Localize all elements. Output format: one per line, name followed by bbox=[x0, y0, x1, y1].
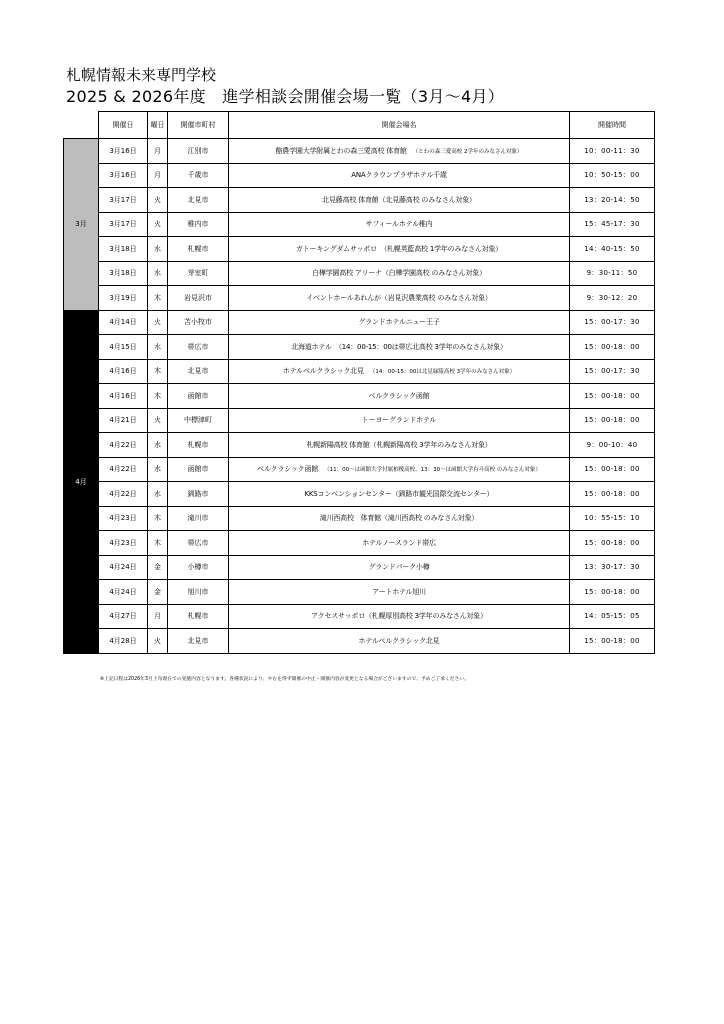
venue-name: 酪農学園大学附属とわの森三愛高校 体育館 bbox=[275, 146, 407, 155]
date-cell: 3月16日 bbox=[99, 139, 148, 164]
venue-name: KKSコンベンションセンター（釧路市観光国際交流センター） bbox=[304, 489, 494, 498]
table-row bbox=[64, 163, 655, 188]
venue-name: アクセスサッポロ（札幌厚別高校 3学年のみなさん対象） bbox=[311, 612, 487, 621]
venue-name: トーヨーグランドホテル bbox=[361, 416, 437, 425]
venue-name: ANAクラウンプラザホテル千歳 bbox=[351, 171, 447, 180]
date-cell: 4月28日 bbox=[99, 629, 148, 654]
weekday-cell: 火 bbox=[148, 408, 168, 433]
city-cell: 函館市 bbox=[168, 384, 229, 409]
time-cell: 14：40-15：50 bbox=[570, 237, 655, 262]
time-cell: 15：00-18：00 bbox=[570, 335, 655, 360]
date-cell: 3月18日 bbox=[99, 261, 148, 286]
weekday-cell: 木 bbox=[148, 384, 168, 409]
venue-name: ガトーキングダムサッポロ （札幌英藍高校 1学年のみなさん対象） bbox=[295, 244, 503, 253]
time-column-header: 開催時間 bbox=[570, 112, 655, 139]
venue-cell bbox=[229, 482, 570, 507]
weekday-cell: 水 bbox=[148, 261, 168, 286]
weekday-cell: 月 bbox=[148, 163, 168, 188]
venue-name: 札幌新陽高校 体育館（札幌新陽高校 3学年のみなさん対象） bbox=[306, 440, 492, 449]
venue-cell bbox=[229, 261, 570, 286]
table-row bbox=[64, 237, 655, 262]
date-cell: 4月16日 bbox=[99, 359, 148, 384]
city-cell: 千歳市 bbox=[168, 163, 229, 188]
venue-cell bbox=[229, 286, 570, 311]
weekday-cell: 水 bbox=[148, 482, 168, 507]
city-cell: 旭川市 bbox=[168, 580, 229, 605]
time-cell: 15：00-18：00 bbox=[570, 580, 655, 605]
city-cell: 帯広市 bbox=[168, 531, 229, 556]
table-row bbox=[64, 188, 655, 213]
date-cell: 3月17日 bbox=[99, 188, 148, 213]
schedule-body bbox=[64, 139, 655, 654]
date-cell: 3月17日 bbox=[99, 212, 148, 237]
venue-name: 滝川西高校 体育館（滝川西高校 のみなさん対象） bbox=[319, 514, 479, 523]
time-cell: 10：50-15：00 bbox=[570, 163, 655, 188]
venue-name: 白樺学園高校 アリーナ（白樺学園高校 のみなさん対象） bbox=[312, 269, 486, 278]
city-cell: 芽室町 bbox=[168, 261, 229, 286]
date-cell: 4月21日 bbox=[99, 408, 148, 433]
weekday-cell: 月 bbox=[148, 139, 168, 164]
venue-name: サフィールホテル稚内 bbox=[365, 220, 433, 229]
table-row bbox=[64, 359, 655, 384]
date-cell: 4月24日 bbox=[99, 580, 148, 605]
venue-name: ホテルノースランド帯広 bbox=[362, 538, 436, 547]
venue-cell bbox=[229, 310, 570, 335]
weekday-cell: 木 bbox=[148, 531, 168, 556]
venue-note: （11：00〜は函館大学付属柏稜高校、13：30〜は函館大学有斗高校 のみなさん対象） bbox=[324, 467, 541, 474]
footnote: ※上記日程は2026年3月上旬現在での実施内容となります。各種状況により、やむを得ず開催の中止・開催内容が変更となる場合がございますので、予めご了承ください。 bbox=[100, 677, 469, 682]
table-row bbox=[64, 433, 655, 458]
venue-name: ベルクラシック函館 bbox=[368, 391, 430, 400]
venue-cell bbox=[229, 359, 570, 384]
date-cell: 4月24日 bbox=[99, 555, 148, 580]
table-header-row bbox=[64, 112, 655, 139]
city-cell: 北見市 bbox=[168, 188, 229, 213]
weekday-cell: 火 bbox=[148, 629, 168, 654]
city-cell: 北見市 bbox=[168, 359, 229, 384]
weekday-cell: 火 bbox=[148, 212, 168, 237]
venue-name: 北見藤高校 体育館（北見藤高校 のみなさん対象） bbox=[322, 195, 476, 204]
city-cell: 岩見沢市 bbox=[168, 286, 229, 311]
venue-column-header: 開催会場名 bbox=[229, 112, 570, 139]
venue-name: イベントホールあれんが（岩見沢農業高校 のみなさん対象） bbox=[306, 293, 492, 302]
venue-cell bbox=[229, 237, 570, 262]
weekday-cell: 木 bbox=[148, 286, 168, 311]
venue-cell bbox=[229, 408, 570, 433]
weekday-cell: 火 bbox=[148, 188, 168, 213]
date-cell: 4月14日 bbox=[99, 310, 148, 335]
table-row bbox=[64, 261, 655, 286]
table-row bbox=[64, 555, 655, 580]
date-cell: 4月22日 bbox=[99, 482, 148, 507]
venue-cell bbox=[229, 457, 570, 482]
weekday-column-header: 曜日 bbox=[148, 112, 168, 139]
time-cell: 9：30-12：20 bbox=[570, 286, 655, 311]
table-row bbox=[64, 629, 655, 654]
venue-name: 北海道ホテル （14：00-15：00は帯広北高校 3学年のみなさん対象） bbox=[291, 342, 507, 351]
venue-cell bbox=[229, 506, 570, 531]
venue-name: アートホテル旭川 bbox=[372, 587, 426, 596]
table-row bbox=[64, 408, 655, 433]
time-cell: 9：00-10：40 bbox=[570, 433, 655, 458]
month-label: 4月 bbox=[64, 310, 99, 653]
weekday-cell: 金 bbox=[148, 555, 168, 580]
time-cell: 13：30-17：30 bbox=[570, 555, 655, 580]
date-cell: 4月23日 bbox=[99, 531, 148, 556]
date-cell: 3月19日 bbox=[99, 286, 148, 311]
time-cell: 15：00-18：00 bbox=[570, 482, 655, 507]
time-cell: 15：00-18：00 bbox=[570, 629, 655, 654]
venue-note: （とわの森三愛高校 2学年のみなさん対象） bbox=[412, 148, 523, 155]
table-row bbox=[64, 604, 655, 629]
month-header-cell bbox=[64, 112, 99, 139]
weekday-cell: 水 bbox=[148, 457, 168, 482]
school-name: 札幌情報未来専門学校 bbox=[66, 66, 217, 84]
venue-cell bbox=[229, 384, 570, 409]
time-cell: 10：55-15：10 bbox=[570, 506, 655, 531]
city-cell: 帯広市 bbox=[168, 335, 229, 360]
date-cell: 3月16日 bbox=[99, 163, 148, 188]
venue-note: （14：00-15：00は北見緑陵高校 3学年のみなさん対象） bbox=[369, 369, 516, 376]
city-cell: 滝川市 bbox=[168, 506, 229, 531]
time-cell: 15：45-17：30 bbox=[570, 212, 655, 237]
table-row bbox=[64, 310, 655, 335]
venue-name: ホテルベルクラシック北見 bbox=[358, 636, 440, 645]
venue-cell bbox=[229, 163, 570, 188]
table-row bbox=[64, 286, 655, 311]
city-cell: 札幌市 bbox=[168, 433, 229, 458]
table-row bbox=[64, 335, 655, 360]
date-cell: 4月22日 bbox=[99, 457, 148, 482]
weekday-cell: 水 bbox=[148, 237, 168, 262]
table-row bbox=[64, 482, 655, 507]
weekday-cell: 月 bbox=[148, 604, 168, 629]
city-cell: 苫小牧市 bbox=[168, 310, 229, 335]
weekday-cell: 水 bbox=[148, 335, 168, 360]
city-cell: 小樽市 bbox=[168, 555, 229, 580]
weekday-cell: 木 bbox=[148, 506, 168, 531]
date-cell: 4月23日 bbox=[99, 506, 148, 531]
city-cell: 札幌市 bbox=[168, 237, 229, 262]
venue-cell bbox=[229, 531, 570, 556]
table-row bbox=[64, 139, 655, 164]
city-cell: 釧路市 bbox=[168, 482, 229, 507]
date-column-header: 開催日 bbox=[99, 112, 148, 139]
date-cell: 4月27日 bbox=[99, 604, 148, 629]
city-cell: 北見市 bbox=[168, 629, 229, 654]
city-cell: 稚内市 bbox=[168, 212, 229, 237]
venue-cell bbox=[229, 188, 570, 213]
venue-name: グランドパーク小樽 bbox=[368, 563, 430, 572]
time-cell: 14：05-15：05 bbox=[570, 604, 655, 629]
venue-cell bbox=[229, 555, 570, 580]
venue-cell bbox=[229, 139, 570, 164]
venue-cell bbox=[229, 629, 570, 654]
time-cell: 15：00-18：00 bbox=[570, 457, 655, 482]
venue-schedule-table bbox=[63, 111, 655, 654]
weekday-cell: 金 bbox=[148, 580, 168, 605]
city-column-header: 開催市町村 bbox=[168, 112, 229, 139]
date-cell: 4月15日 bbox=[99, 335, 148, 360]
time-cell: 15：00-18：00 bbox=[570, 531, 655, 556]
table-row bbox=[64, 457, 655, 482]
date-cell: 4月22日 bbox=[99, 433, 148, 458]
time-cell: 15：00-17：30 bbox=[570, 310, 655, 335]
date-cell: 4月16日 bbox=[99, 384, 148, 409]
time-cell: 15：00-18：00 bbox=[570, 384, 655, 409]
month-label: 3月 bbox=[64, 139, 99, 311]
venue-name: ホテルベルクラシック北見 bbox=[282, 367, 364, 376]
page-title: 2025 & 2026年度 進学相談会開催会場一覧（3月〜4月） bbox=[66, 87, 505, 106]
table-row bbox=[64, 212, 655, 237]
city-cell: 札幌市 bbox=[168, 604, 229, 629]
venue-cell bbox=[229, 335, 570, 360]
venue-name: グランドホテルニュー王子 bbox=[358, 318, 440, 327]
city-cell: 函館市 bbox=[168, 457, 229, 482]
venue-cell bbox=[229, 433, 570, 458]
venue-cell bbox=[229, 212, 570, 237]
venue-cell bbox=[229, 580, 570, 605]
city-cell: 中標津町 bbox=[168, 408, 229, 433]
date-cell: 3月18日 bbox=[99, 237, 148, 262]
time-cell: 10：00-11：30 bbox=[570, 139, 655, 164]
table-row bbox=[64, 506, 655, 531]
city-cell: 江別市 bbox=[168, 139, 229, 164]
weekday-cell: 木 bbox=[148, 359, 168, 384]
time-cell: 15：00-18：00 bbox=[570, 408, 655, 433]
time-cell: 15：00-17：30 bbox=[570, 359, 655, 384]
table-row bbox=[64, 531, 655, 556]
weekday-cell: 水 bbox=[148, 433, 168, 458]
weekday-cell: 火 bbox=[148, 310, 168, 335]
venue-name: ベルクラシック函館 bbox=[257, 465, 319, 474]
venue-cell bbox=[229, 604, 570, 629]
table-row bbox=[64, 384, 655, 409]
table-row bbox=[64, 580, 655, 605]
time-cell: 9：30-11：50 bbox=[570, 261, 655, 286]
time-cell: 13：20-14：50 bbox=[570, 188, 655, 213]
